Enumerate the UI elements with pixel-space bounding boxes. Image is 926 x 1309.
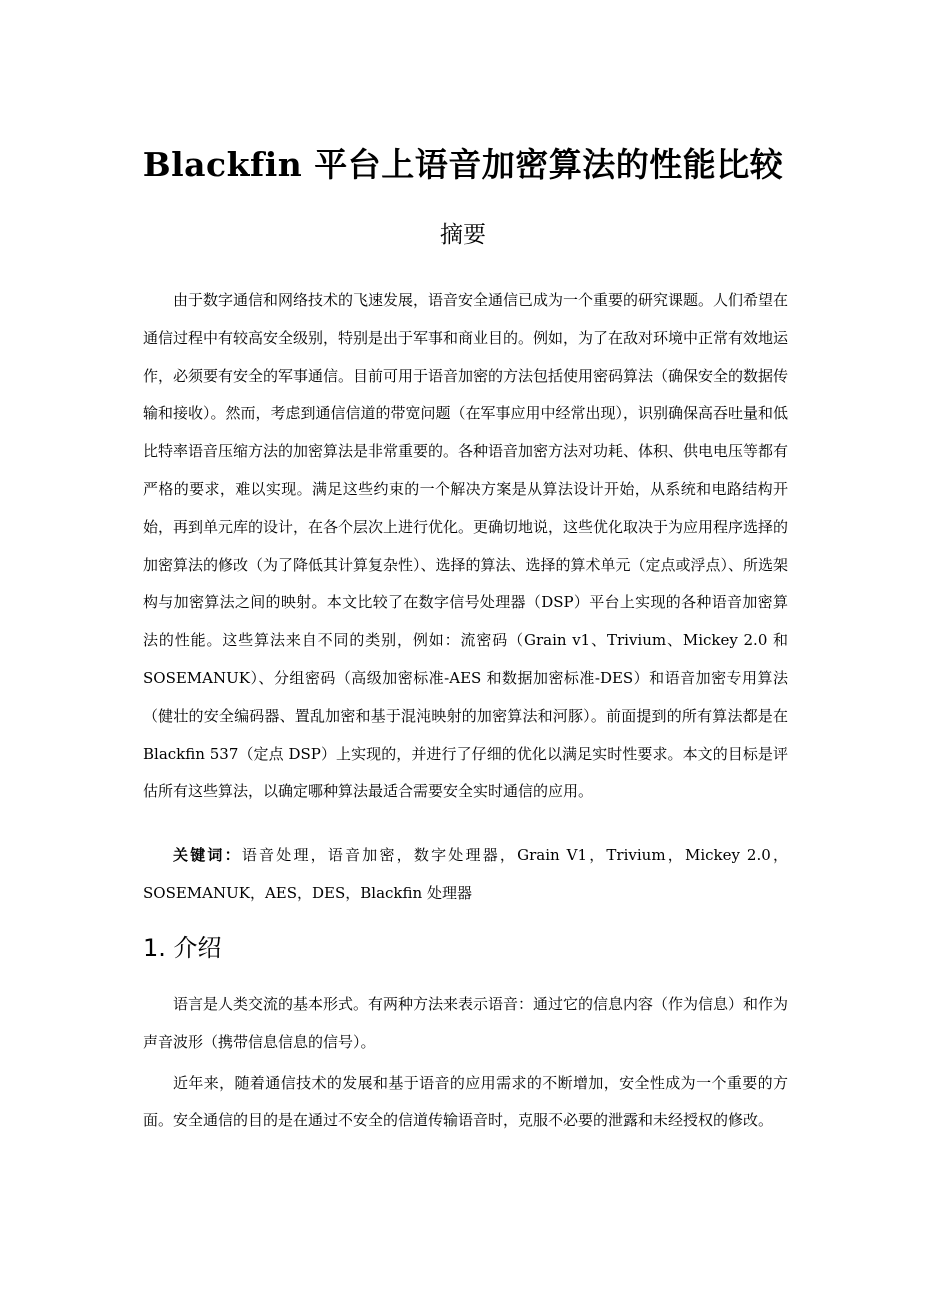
keywords-text: 语音处理，语音加密，数字处理器，Grain V1，Trivium，Mickey 2.0，SOSEMANUK，AES，DES，Blackfin 处理器 bbox=[143, 846, 788, 902]
intro-paragraph: 语言是人类交流的基本形式。有两种方法来表示语音：通过它的信息内容（作为信息）和作为声音波形（携带信息信息的信号）。 bbox=[143, 995, 789, 1051]
abstract-body bbox=[143, 282, 788, 811]
abstract-heading: 摘要 bbox=[440, 222, 486, 248]
paper-title: Blackfin 平台上语音加密算法的性能比较 bbox=[142, 145, 784, 184]
introduction-body bbox=[143, 986, 788, 1140]
intro-paragraph: 近年来，随着通信技术的发展和基于语音的应用需求的不断增加，安全性成为一个重要的方面。安全通信的目的是在通过不安全的信道传输语音时，克服不必要的泄露和未经授权的修改。 bbox=[143, 1073, 788, 1130]
keywords-label: 关键词： bbox=[173, 846, 242, 864]
abstract-paragraph: 由于数字通信和网络技术的飞速发展，语音安全通信已成为一个重要的研究课题。人们希望在通信过程中有较高安全级别，特别是出于军事和商业目的。例如，为了在敌对环境中正常有效地运作，必须要有安全的军事通信。目前可用于语音加密的方法包括使用密码算法（确保安全的数据传输和接收）。然而，考虑到通信信道的带宽问题（在军事应用中经常出现），识别确保高吞吐量和低比特率语音压缩方法的加密算法是非常重要的。各种语音加密方法对功耗、体积、供电电压等都有严格的要求，难以实现。满足这些约束的一个解决方案是从算法设计开始，从系统和电路结构开始，再到单元库的设计，在各个层次上进行优化。更确切地说，这些优化取决于为应用程序选择的加密算法的修改（为了降低其计算复杂性）、选择的算法、选择的算术单元（定点或浮点）、所选架构与加密算法之间的映射。本文比较了在数字信号处理器（DSP）平台上实现的各种语音加密算法的性能。这些算法来自不同的类别，例如：流密码（Grain v1、Trivium、Mickey 2.0 和 SOSEMANUK）、分组密码（高级加密标准-AES 和数据加密标准-DES）和语音加密专用算法（健壮的安全编码器、置乱加密和基于混沌映射的加密算法和河豚）。前面提到的所有算法都是在 Blackfin 537（定点 DSP）上实现的，并进行了仔细的优化以满足实时性要求。本文的目标是评估所有这些算法，以确定哪种算法最适合需要安全实时通信的应用。 bbox=[143, 291, 789, 801]
keywords bbox=[143, 837, 788, 913]
section-heading-introduction: 1. 介绍 bbox=[143, 934, 222, 962]
